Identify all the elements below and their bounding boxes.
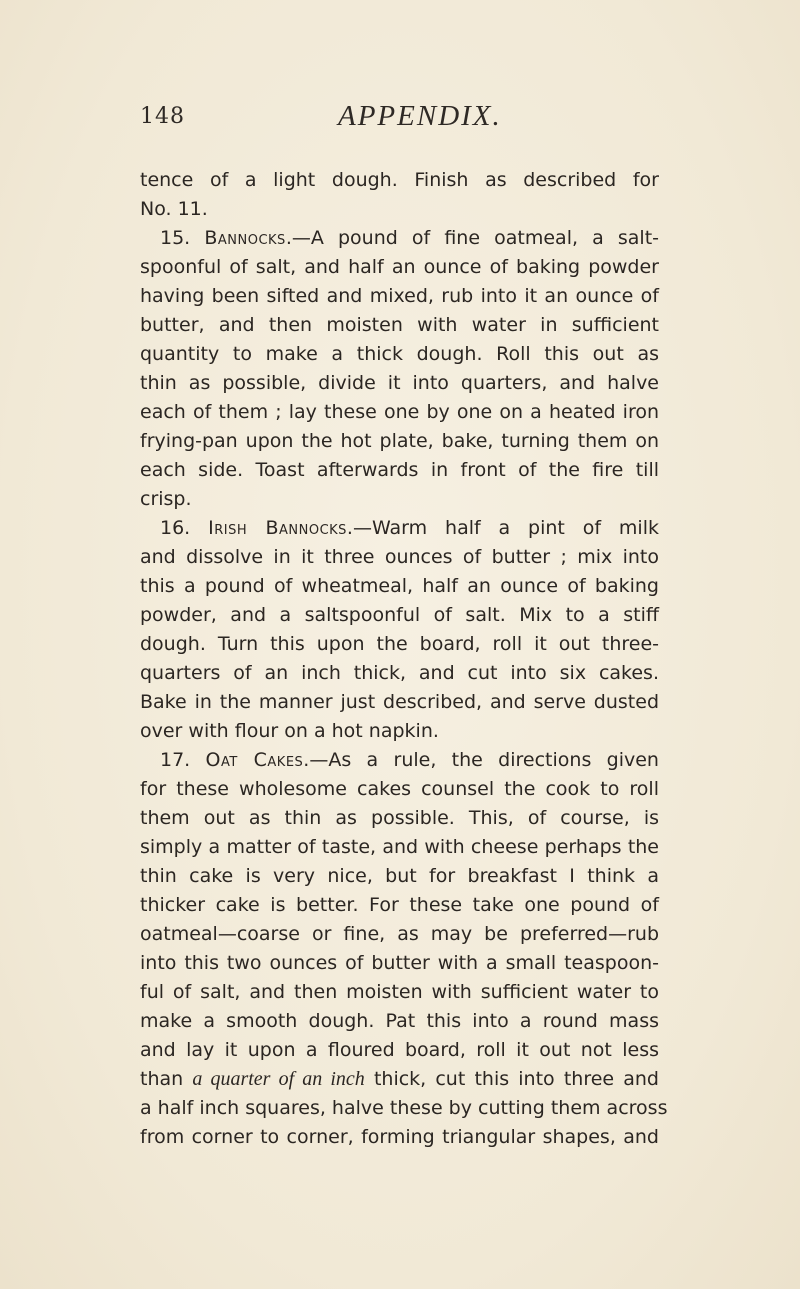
text-line: this a pound of wheatmeal, half an ounce of baking (140, 575, 659, 597)
page-number: 148 (140, 104, 185, 129)
text-line: having been sifted and mixed, rub into it an ounce of (140, 285, 659, 307)
running-title: APPENDIX. (338, 100, 502, 132)
item-title: Oat Cakes (205, 749, 304, 771)
item-15-heading-line (140, 224, 659, 253)
text-line: each of them ; lay these one by one on a heated iron (140, 401, 659, 423)
text-line: and lay it upon a floured board, roll it out not less (140, 1039, 659, 1061)
item-text: .—Warm half a pint of milk (346, 517, 659, 539)
item-number: 17. (160, 749, 191, 771)
text-line: crisp. (140, 488, 192, 510)
text-line: butter, and then moisten with water in sufficient (140, 314, 659, 336)
text-line: over with flour on a hot napkin. (140, 720, 439, 742)
text-segment: than (140, 1068, 193, 1090)
text-line: oatmeal—coarse or fine, as may be preferred—rub (140, 923, 659, 945)
text-line: simply a matter of taste, and with cheese perhaps the (140, 836, 659, 858)
text-line: quarters of an inch thick, and cut into six cakes. (140, 662, 659, 684)
text-line: make a smooth dough. Pat this into a round mass (140, 1010, 659, 1032)
italic-phrase: a quarter of an inch (192, 1068, 365, 1090)
text-line: into this two ounces of butter with a small teaspoon- (140, 952, 659, 974)
item-title: Irish Bannocks (208, 517, 347, 539)
body-text (140, 166, 668, 1152)
text-line: powder, and a saltspoonful of salt. Mix to a stiff (140, 604, 659, 626)
text-line: for these wholesome cakes counsel the cook to roll (140, 778, 659, 800)
text-line: thin as possible, divide it into quarters, and halve (140, 372, 659, 394)
text-line: thicker cake is better. For these take one pound of (140, 894, 659, 916)
text-line: spoonful of salt, and half an ounce of baking powder (140, 256, 659, 278)
running-head (140, 100, 660, 144)
item-text: .—A pound of fine oatmeal, a salt- (285, 227, 660, 249)
text-line: and dissolve in it three ounces of butter ; mix into (140, 546, 659, 568)
text-line: quantity to make a thick dough. Roll this out as (140, 343, 659, 365)
item-title: Bannocks (204, 227, 286, 249)
text-segment: thick, cut this into three and (364, 1068, 659, 1090)
item-text: .—As a rule, the directions given (303, 749, 659, 771)
item-number: 15. (160, 227, 191, 249)
text-line: from corner to corner, forming triangular shapes, and (140, 1126, 659, 1148)
text-line: tence of a light dough. Finish as described for (140, 169, 659, 191)
text-line: a half inch squares, halve these by cutting them across (140, 1097, 668, 1119)
italic-emphasis-line (140, 1065, 659, 1094)
text-line: thin cake is very nice, but for breakfast I think a (140, 865, 659, 887)
item-16-heading-line (140, 514, 659, 543)
text-line: dough. Turn this upon the board, roll it out three- (140, 633, 659, 655)
text-line: them out as thin as possible. This, of course, is (140, 807, 659, 829)
item-number: 16. (160, 517, 191, 539)
text-line: each side. Toast afterwards in front of the fire till (140, 459, 659, 481)
text-line: frying-pan upon the hot plate, bake, turning them on (140, 430, 659, 452)
text-line: No. 11. (140, 198, 208, 220)
text-line: Bake in the manner just described, and serve dusted (140, 691, 659, 713)
text-line: ful of salt, and then moisten with sufficient water to (140, 981, 659, 1003)
item-17-heading-line (140, 746, 659, 775)
